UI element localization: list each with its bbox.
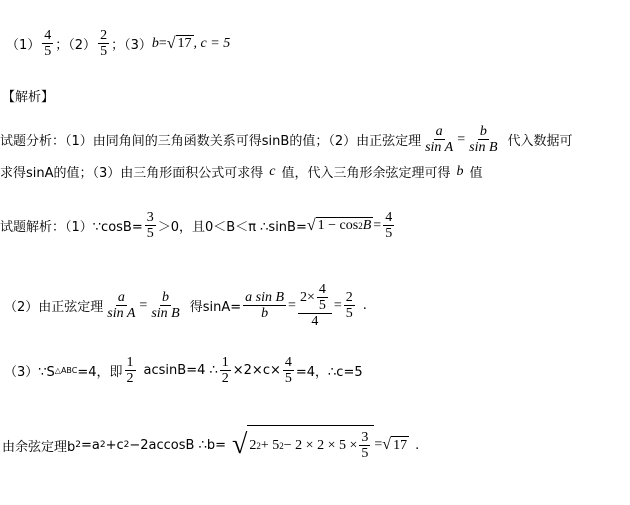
answer-line <box>6 28 230 59</box>
solution-line-3: （3）∵S △ABC =4，即 $\frac{1}{2}$ acsinB=4 ∴ $\frac{1}{2}$ ×2×c× $\frac{4}{5}$ =4，∴c=5 <box>4 355 363 386</box>
sol3-half-1: $\frac{1}{2}$ <box>126 355 134 386</box>
sol2-result: $\frac{2}{5}$ <box>345 290 353 321</box>
answer-fraction-1: $\frac{4}{5}$ <box>44 28 52 59</box>
sol1-result: $\frac{4}{5}$ <box>385 210 393 241</box>
analysis-header: 【解析】 <box>2 90 55 105</box>
solution-line-2: （2）由正弦定理 $\frac{a}{\text{sin A}}$ = $\frac{b}{\text{sin B}}$ 得sinA= $\frac{\text{a sin B}}{b}$ = 2× $\frac{4}{5}$ 4 = $\frac{2}{5}$ . <box>4 282 367 329</box>
analysis-fraction-a: $\frac{a}{\text{sin A}}$ <box>425 124 454 155</box>
answer-fraction-2: $\frac{2}{5}$ <box>100 28 108 59</box>
sol4-result-sqrt: √ 17 <box>382 436 408 453</box>
answer-var-b: b <box>151 35 159 51</box>
solution-line-4: 由余弦定理b 2 =a 2 +c 2 −2accosB ∴b= √ 2 2 + 5 2 − 2 × 2 × 5 × $\frac{3}{5}$ = √ 17 . <box>2 425 419 465</box>
sol4-sqrt: √ 2 2 + 5 2 − 2 × 2 × 5 × $\frac{3}{5}$ <box>232 425 374 465</box>
analysis-fraction-b: $\frac{b}{\text{sin B}}$ <box>469 124 498 155</box>
answer-sqrt: √ 17 <box>166 34 192 52</box>
answer-separator-1: ；（2） <box>55 38 97 53</box>
answer-eq: = <box>158 35 167 51</box>
answer-separator-2: ；（3） <box>111 38 152 53</box>
sol2-fraction-a: $\frac{a}{\text{sin A}}$ <box>107 290 136 321</box>
analysis-line-2: 求得sinA的值；（3）由三角形面积公式可求得 c 值，代入三角形余弦定理可得 b 值 <box>0 163 483 181</box>
sol1-sqrt: √ 1 − cos 2 B <box>306 216 372 234</box>
analysis-line-1: 试题分析：（1）由同角间的三角函数关系可得sinB的值；（2）由正弦定理 $\frac{a}{\text{sin A}}$ = $\frac{b}{\text{sin B}}$ 代入数据可 <box>0 124 573 155</box>
sol2-nested-fraction: 2× $\frac{4}{5}$ 4 <box>298 282 332 329</box>
answer-c: , c = 5 <box>193 35 231 51</box>
sol2-fraction-b: $\frac{b}{\text{sin B}}$ <box>151 290 180 321</box>
sol1-fraction: $\frac{3}{5}$ <box>146 210 154 241</box>
sol3-fraction: $\frac{4}{5}$ <box>284 355 292 386</box>
sol2-fraction-asinb: $\frac{\text{a sin B}}{b}$ <box>245 290 285 321</box>
sol3-half-2: $\frac{1}{2}$ <box>221 355 229 386</box>
solution-line-1: 试题解析：（1）∵cosB= $\frac{3}{5}$ ＞0，且0＜B＜π ∴sinB= √ 1 − cos 2 B = $\frac{4}{5}$ <box>0 210 393 241</box>
answer-label-1: （1） <box>6 38 41 53</box>
